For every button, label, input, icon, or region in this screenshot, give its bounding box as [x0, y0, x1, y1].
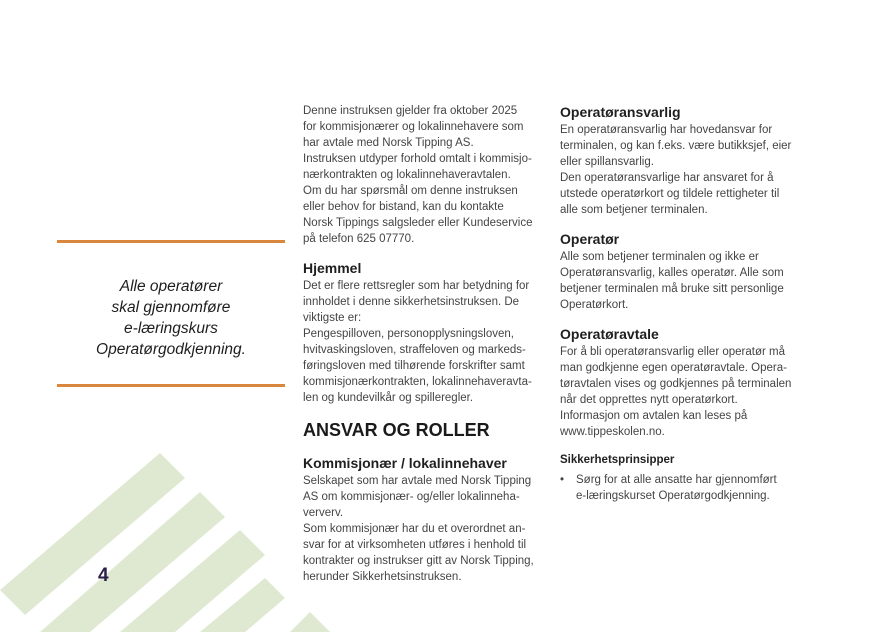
text-line: for kommisjonærer og lokalinnehavere som	[303, 121, 524, 133]
text-line: Alle som betjener terminalen og ikke er	[560, 251, 759, 263]
bullet-marker: •	[560, 474, 565, 486]
list-item	[560, 472, 800, 504]
text-line: Instruksen utdyper forhold omtalt i kommisjo-	[303, 153, 532, 165]
text-line: kontrakter og instrukser gitt av Norsk Tipping,	[303, 555, 534, 567]
orange-rule-top	[57, 240, 285, 243]
text-line: viktigste er:	[303, 312, 362, 324]
text-line: Informasjon om avtalen kan leses på	[560, 410, 748, 422]
text-line: eller behov for bistand, kan du kontakte	[303, 201, 504, 213]
text-line: innholdet i denne sikkerhetsinstruksen. De	[303, 296, 520, 308]
text-line: www.tippeskolen.no.	[560, 426, 665, 438]
intro-paragraph	[303, 103, 543, 247]
text-line: For å bli operatøransvarlig eller operatør må	[560, 346, 785, 358]
heading-hjemmel: Hjemmel	[303, 260, 362, 276]
text-line: føringsloven med tilhørende forskrifter samt	[303, 360, 525, 372]
text-line: svar for at virksomheten utføres i henhold til	[303, 539, 527, 551]
right-column	[560, 103, 800, 504]
hjemmel-paragraph	[303, 278, 543, 406]
text-line: En operatøransvarlig har hovedansvar for	[560, 124, 773, 136]
text-line: terminalen, og kan f.eks. være butikksjef, eier	[560, 140, 792, 152]
text-line: herunder Sikkerhetsinstruksen.	[303, 571, 462, 583]
pull-quote	[57, 276, 285, 360]
operatoransvarlig-paragraph	[560, 122, 800, 218]
text-line: e-læringskurset Operatørgodkjenning.	[576, 490, 770, 502]
page-number: 4	[98, 565, 109, 586]
heading-sikkerhetsprinsipper: Sikkerhetsprinsipper	[560, 454, 675, 466]
text-line: AS om kommisjonær- og/eller lokalinneha-	[303, 491, 520, 503]
text-line: når det opprettes nytt operatørkort.	[560, 394, 738, 406]
operator-paragraph	[560, 249, 800, 313]
text-line: len og kundevilkår og spilleregler.	[303, 392, 474, 404]
text-line: Operatøransvarlig, kalles operatør. Alle som	[560, 267, 784, 279]
text-line: Om du har spørsmål om denne instruksen	[303, 185, 518, 197]
heading-operatoransvarlig: Operatøransvarlig	[560, 104, 681, 120]
text-line: Operatørkort.	[560, 299, 629, 311]
quote-line: Alle operatører	[119, 278, 223, 295]
text-line: på telefon 625 07770.	[303, 233, 415, 245]
middle-column	[303, 103, 543, 585]
text-line: har avtale med Norsk Tipping AS.	[303, 137, 474, 149]
text-line: utstede operatørkort og tildele rettigheter til	[560, 188, 780, 200]
text-line: Norsk Tippings salgsleder eller Kundeservice	[303, 217, 533, 229]
text-line: Det er flere rettsregler som har betydning for	[303, 280, 530, 292]
text-line: hvitvaskingsloven, straffeloven og markeds-	[303, 344, 526, 356]
text-line: Pengespilloven, personopplysningsloven,	[303, 328, 514, 340]
text-line: alle som betjener terminalen.	[560, 204, 708, 216]
quote-line: skal gjennomføre	[111, 299, 231, 316]
bullet-text	[576, 472, 777, 504]
heading-operatoravtale: Operatøravtale	[560, 326, 659, 342]
text-line: man godkjenne egen operatøravtale. Opera-	[560, 362, 787, 374]
text-line: Som kommisjonær har du et overordnet an-	[303, 523, 526, 535]
section-title: ANSVAR OG ROLLER	[303, 420, 490, 440]
heading-operator: Operatør	[560, 231, 620, 247]
stripe	[290, 612, 330, 632]
text-line: betjener terminalen må bruke sitt personlige	[560, 283, 784, 295]
text-line: Denne instruksen gjelder fra oktober 2025	[303, 105, 518, 117]
quote-line: e-læringskurs	[124, 320, 218, 337]
text-line: nærkontrakten og lokalinnehaveravtalen.	[303, 169, 511, 181]
orange-rule-bottom	[57, 384, 285, 387]
text-line: Den operatøransvarlige har ansvaret for å	[560, 172, 774, 184]
text-line: ververv.	[303, 507, 344, 519]
text-line: Selskapet som har avtale med Norsk Tipping	[303, 475, 532, 487]
heading-kommisjonaer: Kommisjonær / lokalinnehaver	[303, 455, 507, 471]
text-line: eller spillansvarlig.	[560, 156, 654, 168]
text-line: Sørg for at alle ansatte har gjennomført	[576, 474, 777, 486]
quote-line: Operatørgodkjenning.	[96, 341, 246, 358]
text-line: tøravtalen vises og godkjennes på terminalen	[560, 378, 792, 390]
kommisjonaer-paragraph	[303, 473, 543, 585]
text-line: kommisjonærkontrakten, lokalinnehaveravta-	[303, 376, 532, 388]
operatoravtale-paragraph	[560, 344, 800, 440]
